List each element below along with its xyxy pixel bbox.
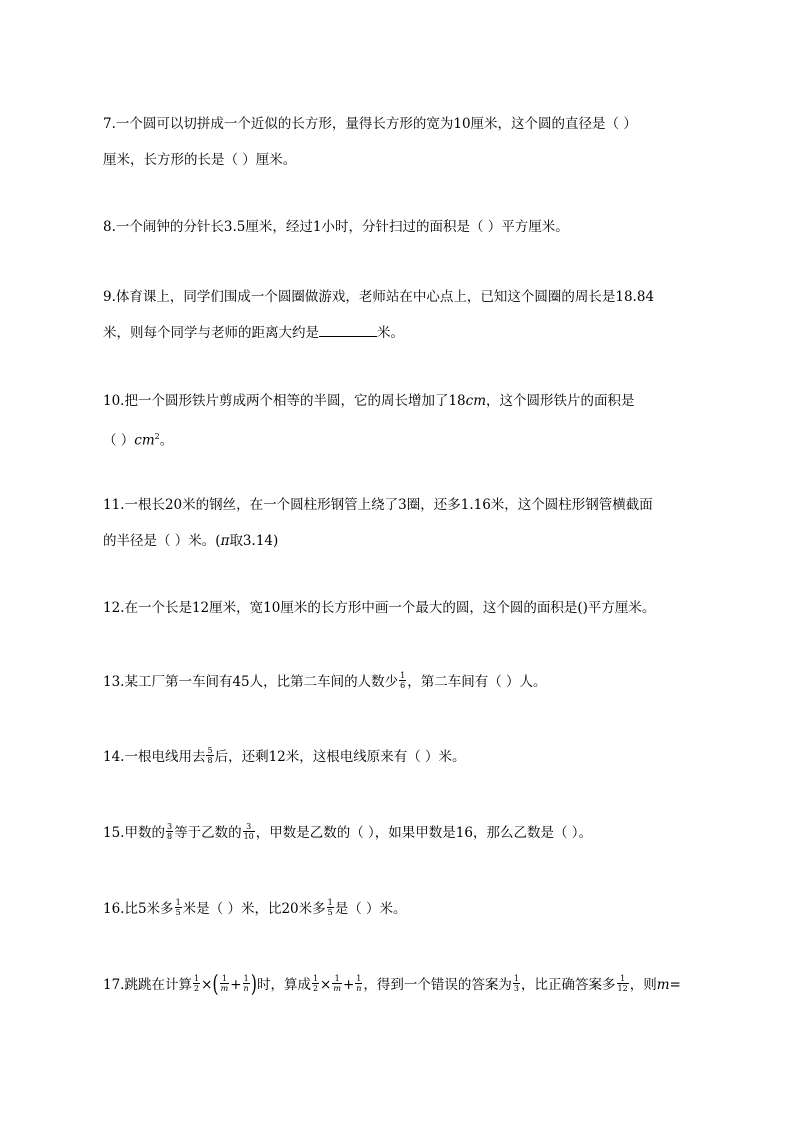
question-10-line-2: （ ）$cm^2$。 xyxy=(103,432,174,449)
fraction: $\frac{1}{5}$ xyxy=(327,898,333,917)
question-13 xyxy=(103,664,695,700)
question-9 xyxy=(103,279,695,351)
question-8 xyxy=(103,209,695,245)
question-7-line-2: 厘米，长方形的长是（ ）厘米。 xyxy=(103,152,297,168)
question-17 xyxy=(103,967,695,1003)
fraction: $\frac{1}{5}$ xyxy=(175,898,181,917)
fraction: $\frac{3}{8}$ xyxy=(166,822,173,841)
question-7-line-1: 7.一个圆可以切拼成一个近似的长方形，量得长方形的宽为10厘米，这个圆的直径是（ ） xyxy=(103,116,637,132)
question-7 xyxy=(103,106,695,178)
question-13-line-1: 13.某工厂第一车间有45人，比第二车间的人数少 $\frac{1}{6}$ ，第二车间有（ ）人。 xyxy=(103,671,547,690)
fraction: $\frac{5}{8}$ xyxy=(207,746,213,765)
question-11 xyxy=(103,487,695,559)
question-11-line-2: 的半径是（ ）米。(π取3.14) xyxy=(103,533,279,549)
fraction: $\frac{1}{2}$ xyxy=(193,974,200,993)
pi-symbol: π xyxy=(220,533,230,549)
fraction: $\frac{1}{m}$ xyxy=(333,974,341,993)
question-9-line-1: 9.体育课上，同学们围成一个圆圈做游戏，老师站在中心点上，已知这个圆圈的周长是18.84 xyxy=(103,289,655,305)
fraction: $\frac{1}{n}$ xyxy=(356,974,362,993)
question-11-line-1: 11.一根长20米的钢丝，在一个圆柱形钢管上绕了3圈，还多1.16米，这个圆柱形钢管横截面 xyxy=(103,497,653,513)
question-10-line-1: 10.把一个圆形铁片剪成两个相等的半圆，它的周长增加了18cm，这个圆形铁片的面积是 xyxy=(103,393,635,409)
question-17-line-1: 17.跳跳在计算 $\frac{1}{2}$ ×( $\frac{1}{m}$ + $\frac{1}{n}$ )时，算成 $\frac{1}{2}$ × $\frac{1}{m}$ + $\frac{1}{n}$ ，得到一个错误的答案为 $\frac{1}{3}$ ，比正确答案多 $\frac{1}{12}$ ，则m= xyxy=(103,969,681,997)
question-16 xyxy=(103,891,695,927)
question-10 xyxy=(103,383,695,455)
fraction: $\frac{1}{12}$ xyxy=(617,974,628,993)
question-12 xyxy=(103,590,695,626)
fraction: $\frac{1}{n}$ xyxy=(243,974,249,993)
answer-blank xyxy=(319,322,377,337)
variable-m: m xyxy=(656,977,670,993)
fraction: $\frac{1}{m}$ xyxy=(220,974,229,993)
question-15 xyxy=(103,815,695,851)
question-14-line-1: 14.一根电线用去 $\frac{5}{8}$ 后，还剩12米，这根电线原来有（ ）米。 xyxy=(103,746,466,765)
unit-cm: cm xyxy=(465,393,487,409)
question-14 xyxy=(103,739,695,775)
question-12-line-1: 12.在一个长是12厘米，宽10厘米的长方形中画一个最大的圆，这个圆的面积是()平方厘米。 xyxy=(103,600,656,616)
fraction: $\frac{3}{10}$ xyxy=(243,822,254,841)
unit-cm-squared: cm xyxy=(134,432,155,449)
question-8-line-1: 8.一个闹钟的分针长3.5厘米，经过1小时，分针扫过的面积是（ ）平方厘米。 xyxy=(103,219,569,235)
question-9-line-2: 米，则每个同学与老师的距离大约是 米。 xyxy=(103,315,695,351)
question-15-line-1: 15.甲数的 $\frac{3}{8}$ 等于乙数的 $\frac{3}{10}$ ，甲数是乙数的（ ），如果甲数是16，那么乙数是（ ）。 xyxy=(103,822,593,841)
fraction: $\frac{1}{6}$ xyxy=(400,671,406,690)
fraction: $\frac{1}{2}$ xyxy=(312,974,319,993)
question-16-line-1: 16.比5米多 $\frac{1}{5}$ 米是（ ）米，比20米多 $\frac{1}{5}$ 是（ ）米。 xyxy=(103,898,407,917)
fraction: $\frac{1}{3}$ xyxy=(513,974,520,993)
